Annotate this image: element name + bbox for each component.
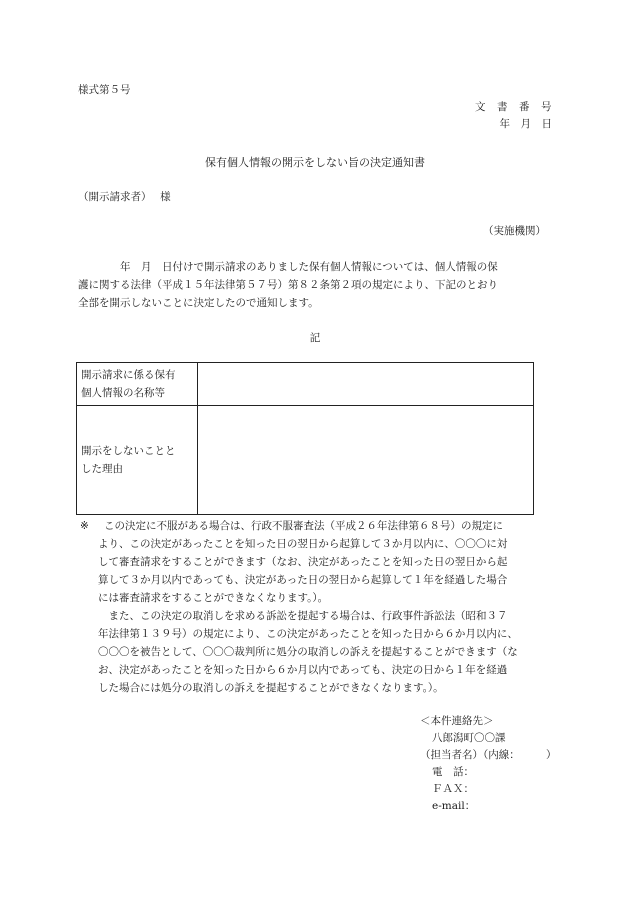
body-line: 年 月 日付けで開示請求のありました保有個人情報については、個人情報の保 [78,261,498,273]
table-row [77,363,534,406]
label-line: 開示請求に係る保有 [81,369,176,381]
contact-department: 八郎潟町〇〇課 [432,732,506,744]
ki-heading: 記 [309,332,321,344]
note-line: 算して３か月以内であっても、決定があった日の翌日から起算して１年を経過した場合 [98,574,508,586]
note-line: この決定に不服がある場合は、行政不服審査法（平成２６年法律第６８号）の規定に [104,520,503,532]
body-line: 護に関する法律（平成１５年法律第５７号）第８２条第２項の規定により、下記のとおり [78,279,498,291]
issuing-agency: （実施機関） [483,225,546,237]
reason-value [198,406,534,515]
note-line: お、決定があったことを知った日から６か月以内であっても、決定の日から１年を経過 [98,664,508,676]
contact-person: （担当者名）（内線： ） [420,749,557,761]
contact-fax: ＦＡＸ： [432,783,474,795]
decision-table [76,362,534,515]
note-line: には審査請求をすることができなくなります。）。 [98,592,329,604]
document-title: 保有個人情報の開示をしない旨の決定通知書 [205,156,425,169]
note-line: 〇〇〇を被告として、〇〇〇裁判所に処分の取消しの訴えを提起することができます（な [98,646,518,658]
addressee: （開示請求者） 様 [78,191,171,203]
label-line: した理由 [81,463,123,475]
note-line: より、この決定があったことを知った日の翌日から起算して３か月以内に、〇〇〇に対 [98,538,508,550]
requested-info-label [77,363,198,406]
note-line: して審査請求をすることができます（なお、決定があったことを知った日の翌日から起 [98,556,508,568]
label-line: 個人情報の名称等 [81,387,165,399]
reason-label [77,406,198,515]
label-line: 開示をしないことと [81,445,176,457]
document-number-label: 文 書 番 号 [475,101,552,113]
requested-info-value [198,363,534,406]
form-number: 様式第５号 [78,84,131,96]
note-mark: ※ [80,520,89,532]
note-line: 年法律第１３９号）の規定により、この決定があったことを知った日から６か月以内に、 [98,628,518,640]
contact-heading: ＜本件連絡先＞ [420,715,494,727]
contact-email: e-mail： [432,800,476,812]
date-label: 年 月 日 [499,118,552,130]
note-line: した場合には処分の取消しの訴えを提起することができなくなります。）。 [98,682,444,694]
note-line: また、この決定の取消しを求める訴訟を提起する場合は、行政事件訴訟法（昭和３７ [98,610,508,622]
body-line: 全部を開示しないことに決定したので通知します。 [78,297,319,309]
contact-phone: 電 話： [432,766,474,778]
table-row [77,406,534,515]
